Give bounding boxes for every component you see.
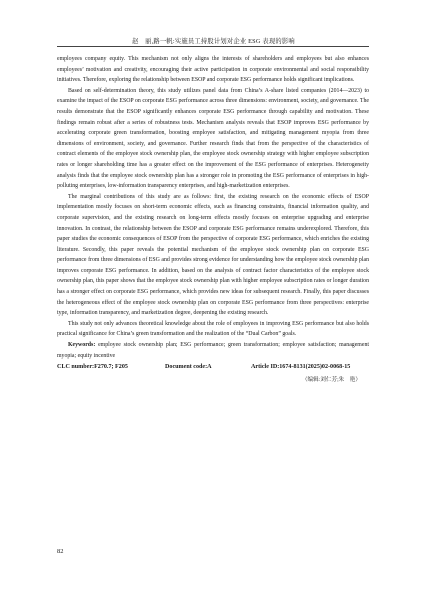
paragraph-study-summary: Based on self-determination theory, this study utilizes panel data from China’s A-share listed companies (2014—2023) to examine the impact of the ESOP on corporate ESG performance across three dimensions: environment, society, and governance. The results demonstrate that the ESOP significantly enhances corporate ESG performance through capability and motivation. These findings remain robust after a series of robustness tests. Mechanism analysis reveals that ESOP improves ESG performance by accelerating corporate green transformation, boosting employee satisfaction, and mitigating management myopia from three dimensions of environment, society, and governance. Further research finds that from the perspective of the characteristics of contract elements of the employee stock ownership plan, the employee stock ownership strategy with higher employee subscription rates or longer shareholding time has a greater effect on the improvement of the ESG performance of enterprises. Heterogeneity analysis finds that the employee stock ownership plan has a stronger role in promoting the ESG performance of enterprises in high-polluting enterprises, low-information transparency enterprises, and high-marketization enterprises. bbox=[57, 87, 369, 190]
header-divider bbox=[57, 46, 369, 47]
running-header: 赵 丽,路一帆:实施员工持股计划对企业 ESG 表现的影响 bbox=[132, 38, 295, 45]
keywords-text: employee stock ownership plan; ESG performance; green transformation; employee satisfaction; management myopia; equity incentive bbox=[57, 342, 369, 359]
keywords bbox=[57, 340, 369, 361]
page-number: 82 bbox=[57, 548, 64, 555]
article-id: Article ID:1674-8131(2025)02-0068-15 bbox=[251, 364, 351, 371]
paragraph-significance: This study not only advances theoretical knowledge about the role of employees in improving ESG performance but also holds practical significance for China’s green transformation and the realization of the “Dual Carbon” goals. bbox=[57, 320, 369, 338]
editor-note: （编辑:刘仁芳;朱 艳） bbox=[301, 376, 361, 383]
article-body bbox=[57, 54, 369, 385]
paragraph-contributions: The marginal contributions of this study are as follows: first, the existing research on the economic effects of ESOP implementation mostly focuses on short-term economic effects, such as financing constraints, financial information quality, and corporate supervision, and the existing research on long-term effects mostly focuses on enterprise upgrading and enterprise innovation. In contrast, the relationship between the ESOP and corporate ESG performance remains underexplored. Therefore, this paper studies the economic consequences of ESOP from the perspective of corporate ESG performance, which enriches the existing literature. Secondly, this paper reveals the potential mechanism of the employee stock ownership plan on corporate ESG performance from three dimensions of ESG and provides strong evidence for understanding how the employee stock ownership plan improves corporate ESG performance. In addition, based on the analysis of contract factor characteristics of the employee stock ownership plan, this paper shows that the employee stock ownership plan with higher employee subscription rates or longer duration has a stronger effect on corporate ESG performance, which provides new ideas for subsequent research. Finally, this paper discusses the heterogeneous effect of the employee stock ownership plan on corporate ESG performance from three perspectives: enterprise type, information transparency, and marketization degree, deepening the existing research. bbox=[57, 193, 369, 317]
paragraph-continuation: employees company equity. This mechanism not only aligns the interests of shareholders and employees but also enhances employees’ motivation and creativity, encouraging their active participation in corporate environmental and social responsibility initiatives. Therefore, exploring the relationship between ESOP and corporate ESG performance holds significant implications. bbox=[57, 56, 369, 84]
clc-number: CLC number:F270.7; F205 bbox=[57, 364, 128, 371]
keywords-label: Keywords: bbox=[68, 342, 96, 349]
classification-line bbox=[57, 362, 369, 373]
document-code: Document code:A bbox=[165, 364, 212, 371]
